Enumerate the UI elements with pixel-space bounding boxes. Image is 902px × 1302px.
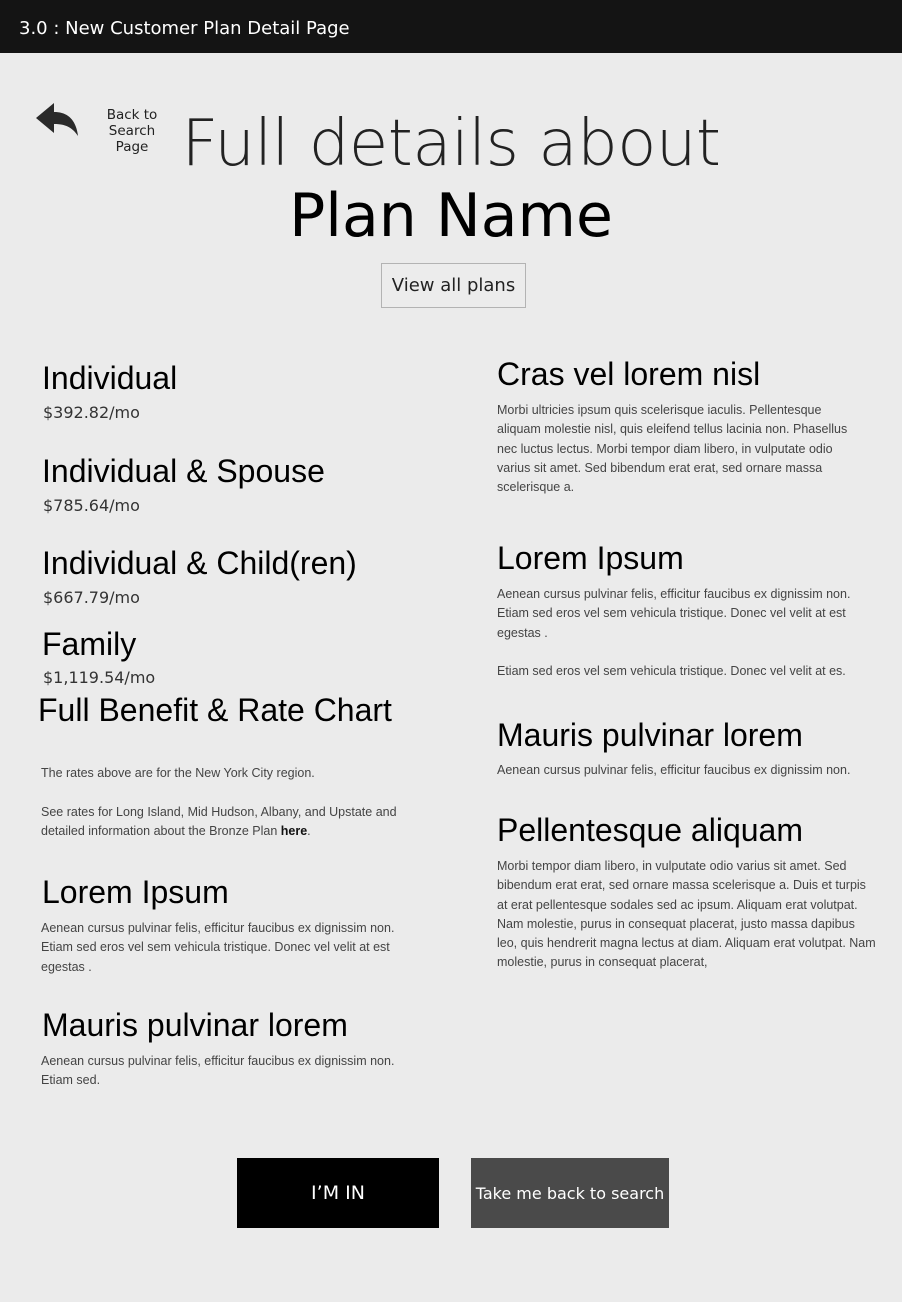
right-section-body-2b: Etiam sed eros vel sem vehicula tristique. Donec vel velit at es. [497, 664, 846, 678]
right-section-body-1: Morbi ultricies ipsum quis scelerisque iaculis. Pellentesque aliquam molestie nisl, quis eleifend tellus lacinia non. Phasellus nec luctus lectus. Morbi tempor diam libero, in vulputate odio varius sit amet. Sed bibendum erat erat, sed ornare massa scelerisque a. [497, 403, 848, 495]
right-section-title-1: Cras vel lorem nisl [497, 356, 761, 392]
rate-price-individual: $392.82/mo [43, 403, 140, 422]
right-section-title-4: Pellentesque aliquam [497, 812, 803, 848]
plan-name-heading: Plan Name [289, 181, 613, 251]
rate-price-individual-spouse: $785.64/mo [43, 496, 140, 515]
view-all-plans-button[interactable]: View all plans [381, 263, 526, 308]
right-section-body-4: Morbi tempor diam libero, in vulputate odio varius sit amet. Sed bibendum erat erat, sed ornare massa scelerisque a. Duis et turpis at erat pellentesque sodales sed ac ipsum. Aliquam erat volutpat. Nam molestie, purus in consequat placerat, justo massa dapibus leo, quis hendrerit magna lectus at diam. Aliquam erat volutpat. Nam molestie, purus in consequat placerat, [497, 859, 876, 970]
left-section-body-2: Aenean cursus pulvinar felis, efficitur faucibus ex dignissim non. Etiam sed. [41, 1054, 395, 1088]
hero-heading-line1: Full details about [181, 107, 721, 181]
back-to-search-button[interactable]: Take me back to search [471, 1158, 669, 1228]
left-section-title-2: Mauris pulvinar lorem [42, 1007, 348, 1043]
window-title: 3.0 : New Customer Plan Detail Page [19, 18, 350, 39]
rate-name-individual-children: Individual & Child(ren) [42, 545, 357, 581]
bronze-plan-details-link[interactable]: here [280, 824, 308, 839]
other-regions-text: See rates for Long Island, Mid Hudson, Albany, and Upstate and detailed information about the Bronze Plan [41, 805, 397, 839]
other-regions-note [41, 803, 441, 842]
benefit-rate-chart-heading: Full Benefit & Rate Chart [38, 692, 392, 728]
other-regions-text-end: . [307, 824, 311, 839]
im-in-button[interactable]: I’M IN [237, 1158, 439, 1228]
back-link-label-line2: Search Page [108, 123, 156, 155]
right-section-body-2: Aenean cursus pulvinar felis, efficitur faucibus ex dignissim non. Etiam sed eros vel sem vehicula tristique. Donec vel velit at est egestas . [497, 587, 851, 640]
rate-name-individual-spouse: Individual & Spouse [42, 453, 325, 489]
right-section-title-2: Lorem Ipsum [497, 540, 684, 576]
back-link-label-line1: Back to [106, 107, 158, 123]
rate-name-individual: Individual [42, 360, 178, 396]
rate-price-family: $1,119.54/mo [43, 668, 156, 687]
rate-price-individual-children: $667.79/mo [43, 588, 140, 607]
left-section-body-1: Aenean cursus pulvinar felis, efficitur faucibus ex dignissim non. Etiam sed eros vel sem vehicula tristique. Donec vel velit at est egestas . [41, 921, 395, 974]
right-section-body-3: Aenean cursus pulvinar felis, efficitur faucibus ex dignissim non. [497, 763, 851, 777]
rates-region-note: The rates above are for the New York City region. [41, 766, 315, 780]
left-section-title-1: Lorem Ipsum [42, 874, 229, 910]
rate-name-family: Family [42, 626, 137, 662]
window-title-bar [0, 0, 902, 53]
right-section-title-3: Mauris pulvinar lorem [497, 717, 803, 753]
